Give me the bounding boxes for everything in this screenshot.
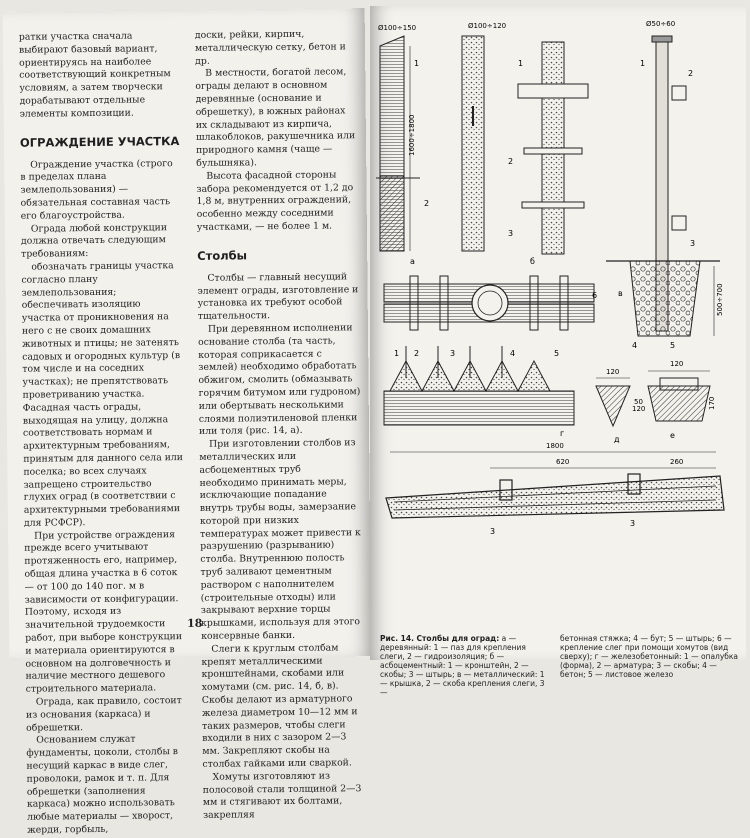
- num-4: 4: [510, 349, 516, 358]
- num-1: 1: [640, 59, 646, 68]
- caption-left: [380, 634, 550, 697]
- caption-right: бетонная стяжка; 4 — бут; 5 — штырь; 6 — крепление слег при помощи хомутов (вид сверху); г — железобетонный: 1 — опалубка (форма), 2 — арматура; 3 — скобы; 4 — бетон; 5 — листовое железо: [560, 634, 739, 679]
- dim-120a: 120: [606, 368, 620, 376]
- right-page: [370, 6, 746, 697]
- num-2: 2: [688, 69, 694, 78]
- dim-120-top: 120: [670, 360, 684, 368]
- label-e: е: [670, 431, 675, 440]
- label-g: г: [560, 429, 565, 438]
- fig-section-triangle: [596, 368, 645, 444]
- num-3: 3: [490, 527, 496, 536]
- caption-left-text: а — деревянный: 1 — паз для крепления слеги, 2 — гидроизоляция; б — асбоцементный: 1 — кронштейн, 2 — скобы; 3 — штырь; в — металлический: 1 — крышка, 2 — скоба крепления слеги, 3 —: [380, 634, 545, 697]
- paragraph: Ограда, как правило, состоит из основания (каркаса) и обрешетки.: [25, 695, 182, 734]
- left-page: [3, 8, 372, 836]
- left-column-1: [19, 30, 187, 837]
- num-2: 2: [414, 349, 420, 358]
- num-2: 2: [424, 199, 430, 208]
- section-title: ОГРАЖДЕНИЕ УЧАСТКА: [19, 133, 180, 150]
- paragraph: Ограждение участка (строго в пределах плана землепользования) — обязательная составная часть его благоустройства.: [20, 157, 173, 222]
- label-b: б: [530, 257, 535, 266]
- fig-b-asbestos-post: [462, 22, 588, 266]
- label-d: д: [614, 435, 620, 444]
- fig-g-formwork: [384, 346, 574, 438]
- dim-620: 620: [556, 458, 570, 466]
- paragraph: Ограда любой конструкции должна отвечать следующим требованиям:: [20, 221, 168, 260]
- paragraph: Высота фасадной стороны забора рекомендуется от 1,2 до 1,8 м, внутренних ограждений, особенно между соседними участками, — не более 1 м.: [196, 169, 354, 233]
- num-3: 3: [630, 519, 636, 528]
- label-a: а: [410, 257, 415, 266]
- fig-a-wooden-post: [376, 24, 429, 266]
- num-1: 1: [394, 349, 400, 358]
- dim-500-700: 500÷700: [716, 283, 724, 316]
- dim-1600-1800: 1600÷1800: [408, 114, 416, 156]
- num-3: 3: [450, 349, 456, 358]
- figure-fence-posts: [370, 6, 746, 634]
- dim-1800: 1800: [546, 442, 564, 450]
- dim-c: Ø50÷60: [646, 20, 676, 28]
- dim-120b: 120: [632, 405, 646, 413]
- num-5: 5: [554, 349, 560, 358]
- dim-170: 170: [708, 396, 716, 410]
- dim-b: Ø100÷120: [468, 22, 507, 30]
- paragraph: Основанием служат фундаменты, цоколи, столбы в несущий каркас в виде слег, проволоки, рамок и т. п. Для обрешетки (заполнения каркаса) можно использовать любые материалы — хворост, жерди, горбыль,: [26, 733, 179, 836]
- dim-260: 260: [670, 458, 684, 466]
- paragraph: При деревянном исполнении основание столба (та часть, которая соприкасается с землей) необходимо обработать обжигом, смолить (обмазывать горячим битумом или гудроном) или обертывать несколькими слоями полиэтиленовой пленки или толя (рис. 14, а).: [198, 322, 361, 438]
- label-v: в: [618, 289, 623, 298]
- section-title: Столбы: [197, 248, 248, 263]
- dim-50: 50: [634, 398, 643, 406]
- paragraph: Столбы — главный несущий элемент ограды, изготовление и установка их требуют особой тщательности.: [197, 271, 359, 323]
- fig-v-metal-post: [606, 20, 724, 350]
- num-4: 4: [632, 341, 638, 350]
- page-number: 18: [186, 616, 203, 631]
- dim-a: Ø100÷150: [378, 24, 417, 32]
- num-1: 1: [414, 59, 420, 68]
- fig-long-post: [386, 442, 724, 536]
- num-1: 1: [518, 59, 524, 68]
- num-2: 2: [508, 157, 514, 166]
- paragraph: Хомуты изготовляют из полосовой стали толщиной 2—3 мм и стягивают их болтами, закрепляя: [202, 770, 362, 822]
- paragraph: ратки участка сначала выбирают базовый вариант, ориентируясь на наиболее соответствующий конкретным условиям, а затем творчески дорабатывают отдельные элементы композиции.: [18, 30, 171, 120]
- paragraph: обозначать границы участка согласно плану землепользования; обеспечивать изоляцию участка от проникновения на него с не своих домашних животных и птицы; не затенять садовых и огородных культур (в том числе и на соседних участках); не препятствовать проветриванию участка. Фасадная часть ограды, выходящая на улицу, должна соответствовать нормам и архитектурным требованиям, принятым для данного села или поселка; во всех случаях запрещено строительство глухих оград (в соответствии с архитектурными требованиями для РСФСР).: [21, 260, 184, 529]
- paragraph: При устройстве ограждения прежде всего учитывают протяженность его, например, общая длина участка в 6 соток — от 100 до 140 пог. м в зависимости от конфигурации. Поэтому, исходя из значительной трудоемкости работ, при выборе конструкции и материала ориентируются в основном на долговечность и наличие местного дешевого строительного материала.: [24, 528, 183, 695]
- paragraph: доски, рейки, кирпич, металлическую сетку, бетон и др.: [194, 28, 346, 67]
- num-6: 6: [592, 291, 598, 300]
- paragraph: При изготовлении столбов из металлических или асбоцементных труб необходимо принимать меры, исключающие попадание внутрь трубы воды, замерзание которой при низких температурах может привести к разрушению (разрыванию) столба. Внутреннюю полость труб заливают цементным раствором с наполнителем (строительные отходы) или закрывают верхние торцы крышками, используя для этого консервные банки.: [199, 437, 361, 642]
- num-3: 3: [690, 239, 696, 248]
- caption-title: Рис. 14. Столбы для оград:: [380, 634, 500, 643]
- paragraph: В местности, богатой лесом, ограды делают в основном деревянные (основание и обрешетку), в южных районах их складывают из кирпича, шлакоблоков, ракушечника или природного камня (чаще — бульшняка).: [195, 66, 356, 169]
- paragraph: Слеги к круглым столбам крепят металлическими кронштейнами, скобами или хомутами (см. рис. 14, б, в). Скобы делают из арматурного железа диаметром 10—12 мм и таких размеров, чтобы слеги входили в них с зазором 2—3 мм. Закрепляют скобы на столбах гайками или сваркой.: [201, 642, 358, 770]
- num-5: 5: [670, 341, 676, 350]
- num-3: 3: [508, 229, 514, 238]
- fig-section-trapezoid: [634, 360, 716, 440]
- left-column-2: [195, 28, 365, 823]
- fig-clamp-top-view: [384, 276, 597, 330]
